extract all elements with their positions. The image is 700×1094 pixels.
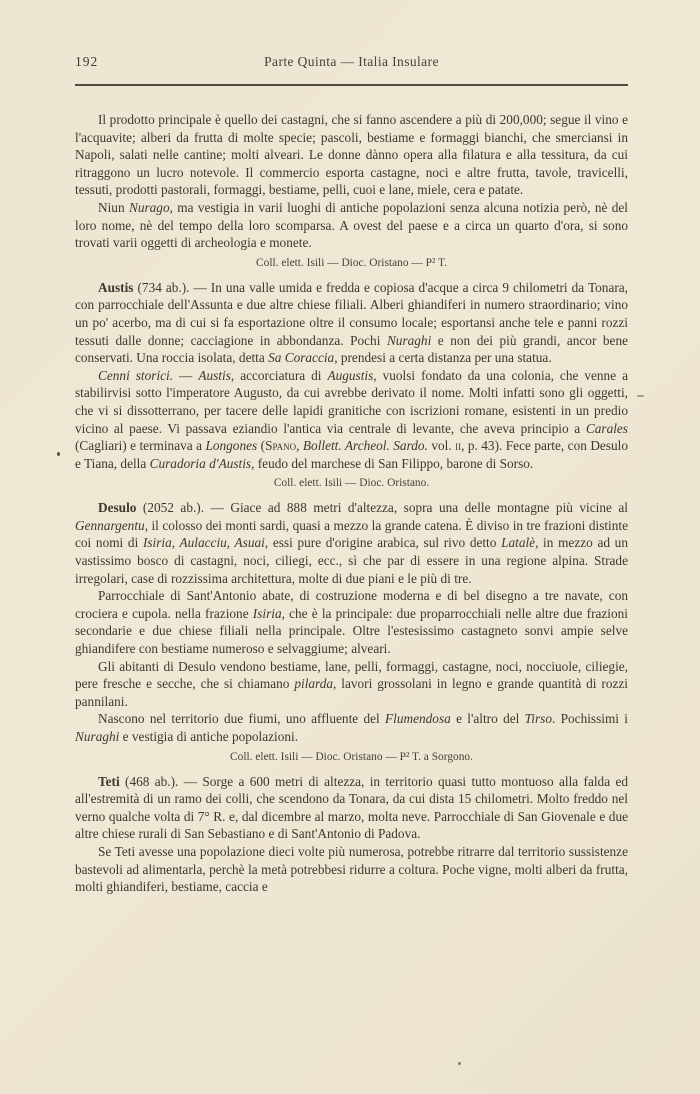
- text-paragraph: [75, 658, 628, 711]
- text-paragraph: [75, 710, 628, 745]
- text-segment: (2052 ab.). — Giace ad 888 metri d'altezza, sopra una delle montagne più vicine al: [136, 500, 628, 516]
- text-segment: Gli abitanti di Desulo vendono bestiame, lane, pelli, formaggi, castagne, noci, nocciuole, ciliegie, pere fresche e secche, che si chiamano: [75, 658, 628, 692]
- text-segment: Sa Coraccia: [268, 350, 335, 366]
- text-segment: Desulo: [98, 500, 137, 516]
- page-number: 192: [75, 54, 99, 69]
- text-segment: (468 ab.). — Sorge a 600 metri di altezza, in territorio quasi tutto montuoso alla falda ed all'estremità di un ramo dei colli, che scendono da Tonara, da cui dista 15 chilometri. Molto freddo nel verno qualche volta di 7° R. e, dal dicembre al marzo, molta neve. Parrocchiale di San Giovenale e due altre chiese rurali di San Sebastiano e di Sant'Antonio di Padova.: [75, 773, 628, 842]
- text-segment: , feudo del marchese di San Filippo, barone di Sorso.: [251, 455, 534, 471]
- text-segment: . Pochissimi i: [551, 711, 628, 727]
- text-segment: , accorciatura di: [230, 367, 328, 383]
- scan-artifact: [57, 452, 60, 456]
- text-segment: Nurago: [128, 199, 170, 215]
- page-body: [75, 111, 628, 896]
- text-segment: , in mezzo ad un vastissimo bosco di castagni, noci, ciliegi, ecc., sì che par di essere in una regione alpina. Strade irregolari, case di rozzissima architettura, molte di due piani e le più di tre.: [75, 535, 628, 586]
- text-paragraph: [75, 279, 628, 367]
- text-segment: pilarda: [294, 676, 334, 692]
- text-segment: e non dei più grandi, ancor bene conservati. Una roccia isolata, detta: [75, 332, 629, 366]
- text-segment: Augustis: [327, 367, 374, 383]
- text-segment: ii: [455, 438, 462, 454]
- text-segment: Bollett. Archeol. Sardo.: [302, 438, 428, 454]
- text-segment: Parrocchiale di Sant'Antonio abate, di costruzione moderna e di bel disegno a tre navate, con crociera e cupola. nella frazione: [75, 588, 628, 621]
- text-segment: , p. 43). Fece parte, con Desulo e Tiana, della: [75, 438, 628, 471]
- text-segment: Niun: [98, 199, 129, 215]
- text-segment: , lavori grossolani in legno e grande quantità di rozzi pannilani.: [75, 676, 628, 709]
- text-segment: Coll. elett. Isili — Dioc. Oristano — P² T.: [256, 256, 447, 269]
- text-segment: Se Teti avesse una popolazione dieci volte più numerosa, potrebbe ritrarre dal territorio sussistenze bastevoli ad alimentarla, perchè la metà potrebbesi ridurre a coltura. Poche vigne, molti alberi da frutta, molti ghiandiferi, bestiame, caccia e: [75, 843, 628, 895]
- scan-artifact: [637, 395, 644, 397]
- page-header: [75, 54, 628, 74]
- text-segment: Coll. elett. Isili — Dioc. Oristano — P² T. a Sorgono.: [230, 750, 473, 763]
- text-segment: vol.: [427, 438, 456, 454]
- text-paragraph: [75, 199, 628, 252]
- text-segment: Latalè: [501, 535, 536, 551]
- text-segment: (Cagliari) e terminava a: [75, 438, 206, 454]
- text-segment: , prendesi a certa distanza per una statua.: [334, 350, 552, 366]
- text-segment: , il colosso dei monti sardi, quasi a mezzo la grande catena. È diviso in tre frazioni distinte coi nomi di: [75, 517, 628, 551]
- colophon-line: [75, 750, 628, 765]
- text-segment: (: [257, 438, 266, 454]
- text-segment: (734 ab.). — In una valle umida e fredda e copiosa d'acque a circa 9 chilometri da Tonara, con parrocchiale dell'Assunta e due altre chiese filiali. Alberi ghiandiferi in numero straordinario; vino un po' acerbo, ma di cui si fa esportazione oltre il consumo locale; esportansi anche tele e panni rozzi tessuti dalle donne; cacciagione in abbondanza. Pochi: [75, 279, 628, 348]
- text-segment: ,: [296, 438, 303, 454]
- text-segment: Nascono nel territorio due fiumi, uno affluente del: [98, 711, 386, 727]
- text-segment: Carales: [585, 420, 628, 436]
- scan-artifact: [458, 1062, 461, 1065]
- text-paragraph: [75, 843, 628, 896]
- text-segment: Isiria, Aulacciu, Asuai: [142, 535, 265, 551]
- text-segment: Spano: [265, 438, 297, 454]
- text-segment: , essi pure d'origine arabica, sul rivo detto: [264, 535, 502, 551]
- colophon-line: [75, 476, 628, 491]
- text-segment: Teti: [98, 773, 120, 789]
- text-segment: Austis: [198, 367, 231, 383]
- text-segment: , che è la principale: due proparrocchiali nelle altre due frazioni secondarie e due chiese filiali nella principale. Oltre l'estesissimo castagneto sonvi ampie selve ghiandifere con bestiame numeroso e selvaggiume; alveari.: [75, 605, 628, 657]
- text-segment: Flumendosa: [385, 711, 451, 727]
- text-paragraph: [75, 773, 628, 843]
- running-title: Parte Quinta — Italia Insulare: [264, 54, 439, 69]
- text-segment: Cenni storici.: [98, 367, 174, 383]
- text-segment: e l'altro del: [450, 711, 525, 727]
- text-segment: Tirso: [524, 711, 552, 727]
- text-paragraph: [75, 367, 628, 473]
- text-segment: Curadoria d'Austis: [149, 455, 252, 471]
- text-segment: , ma vestigia in varii luoghi di antiche popolazioni senza alcuna notizia però, nè del loro nome, nè del tempo della loro scomparsa. A ovest del paese e a circa un quarto d'ora, si sono trovati varii oggetti di archeologia e monete.: [75, 199, 629, 251]
- text-segment: Isiria: [252, 605, 282, 621]
- text-paragraph: [75, 499, 628, 587]
- text-segment: Il prodotto principale è quello dei castagni, che si fanno ascendere a più di 200,000; segue il vino e l'acquavite; alberi da frutta di molte specie; pascoli, bestiame e formaggi bianchi, che smerciansi in Napoli, salati nelle cantine; molti alveari. Le donne dànno opera alla filatura e alla tessitura, da cui ritraggono un lucro notevole. Il commercio esporta castagne, noci e altre frutta, tavole, travicelli, tessuti, prodotti pastorali, formaggi, bestiame, pelli, cuoi e lane, miele, cera e patate.: [75, 112, 628, 198]
- text-segment: Gennargentu: [75, 517, 145, 533]
- text-paragraph: [75, 587, 628, 657]
- text-segment: —: [173, 367, 199, 383]
- colophon-line: [75, 256, 628, 271]
- text-segment: Nuraghi: [386, 332, 432, 348]
- text-segment: Nuraghi: [75, 729, 120, 744]
- text-segment: Longones: [205, 438, 258, 454]
- text-segment: , vuolsi fondato da una colonia, che venne a stabilirvisi sotto l'imperatore Augusto, da cui avrebbe derivato il nome. Molti infatti sono gli oggetti, che vi si dissotterrano, per tacere delle lapidi granitiche con iscrizioni romane, esistenti in un predio vicino al paese. Vi passava eziandio l'antica via centrale di levante, che aveva principio a: [75, 367, 629, 436]
- text-segment: Coll. elett. Isili — Dioc. Oristano.: [273, 477, 430, 490]
- text-segment: Austis: [98, 279, 134, 295]
- text-segment: e vestigia di antiche popolazioni.: [119, 729, 299, 744]
- header-rule: [75, 84, 628, 86]
- text-paragraph: [75, 111, 628, 199]
